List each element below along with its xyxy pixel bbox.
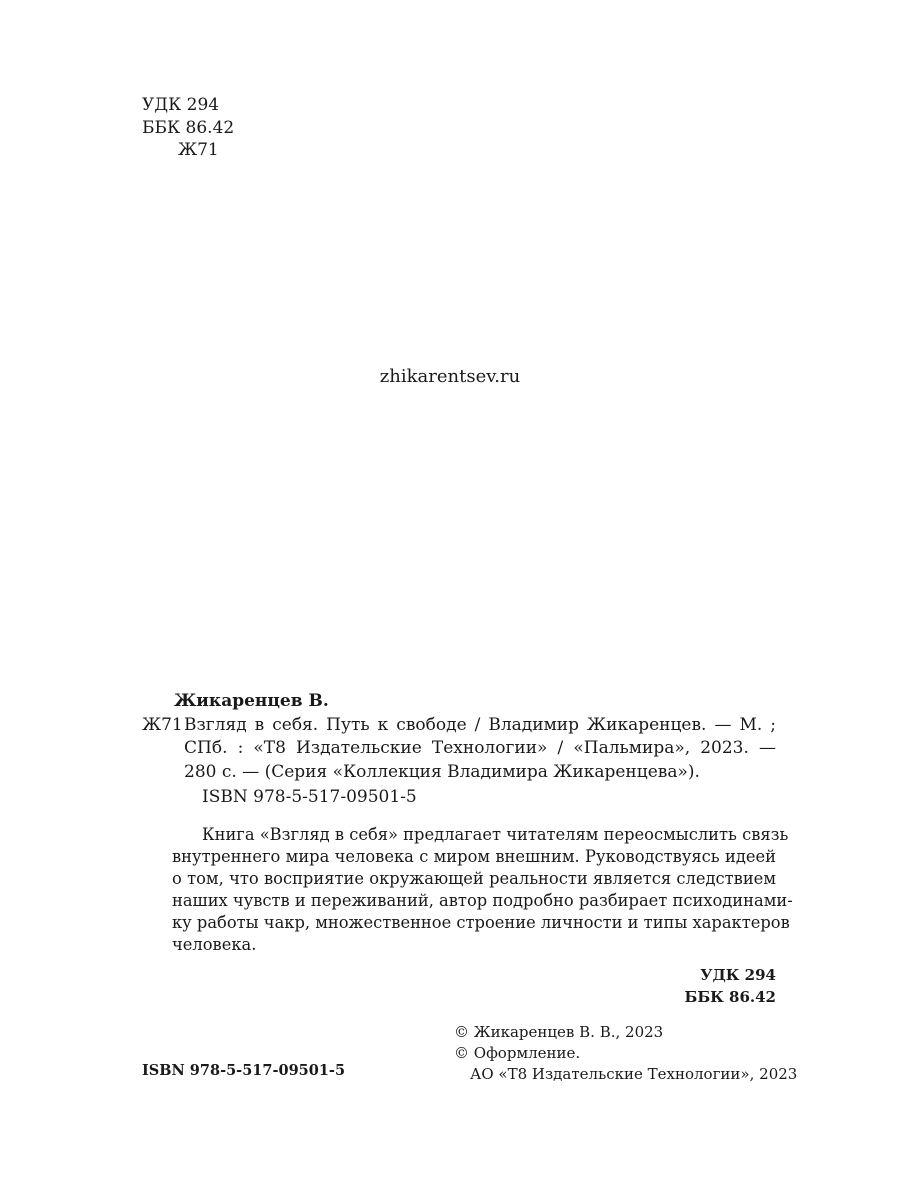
record-isbn: ISBN 978-5-517-09501-5 (202, 787, 417, 807)
copyright-author: © Жикаренцев В. В., 2023 (454, 1023, 664, 1041)
author-website: zhikarentsev.ru (379, 366, 521, 387)
isbn-footer: ISBN 978-5-517-09501-5 (142, 1062, 346, 1079)
record-line: СПб. : «Т8 Издательские Технологии» / «Пальмира», 2023. — (184, 738, 776, 758)
author-mark: Ж71 (178, 140, 219, 160)
bibliographic-record (142, 690, 776, 810)
annotation-line: о том, что восприятие окружающей реальности является следствием (172, 869, 776, 888)
record-author-mark: Ж71 (142, 714, 183, 735)
udk-code: УДК 294 (142, 95, 220, 115)
annotation-line: наших чувств и переживаний, автор подробно разбирает психодинами- (172, 891, 793, 910)
copyright-design: © Оформление. (454, 1044, 581, 1062)
book-annotation (172, 824, 793, 956)
bottom-udk-code: УДК 294 (700, 966, 776, 984)
bottom-classification-codes (685, 964, 776, 1008)
copyright-block (454, 1022, 797, 1085)
record-line: Взгляд в себя. Путь к свободе / Владимир Жикаренцев. — М. ; (184, 714, 776, 735)
bbk-code: ББК 86.42 (142, 117, 235, 138)
copyright-publisher: АО «Т8 Издательские Технологии», 2023 (470, 1065, 798, 1083)
record-first-row (142, 714, 776, 738)
annotation-line: Книга «Взгляд в себя» предлагает читателям переосмыслить связь (202, 825, 789, 844)
annotation-line: ку работы чакр, множественное строение личности и типы характеров (172, 913, 790, 932)
annotation-line: внутреннего мира человека с миром внешним. Руководствуясь идеей (172, 847, 776, 866)
bottom-bbk-code: ББК 86.42 (684, 988, 776, 1006)
record-line: 280 с. — (Серия «Коллекция Владимира Жикаренцева»). (184, 761, 700, 782)
classification-codes (142, 94, 234, 162)
annotation-line: человека. (172, 935, 257, 954)
author-heading: Жикаренцев В. (174, 691, 329, 711)
